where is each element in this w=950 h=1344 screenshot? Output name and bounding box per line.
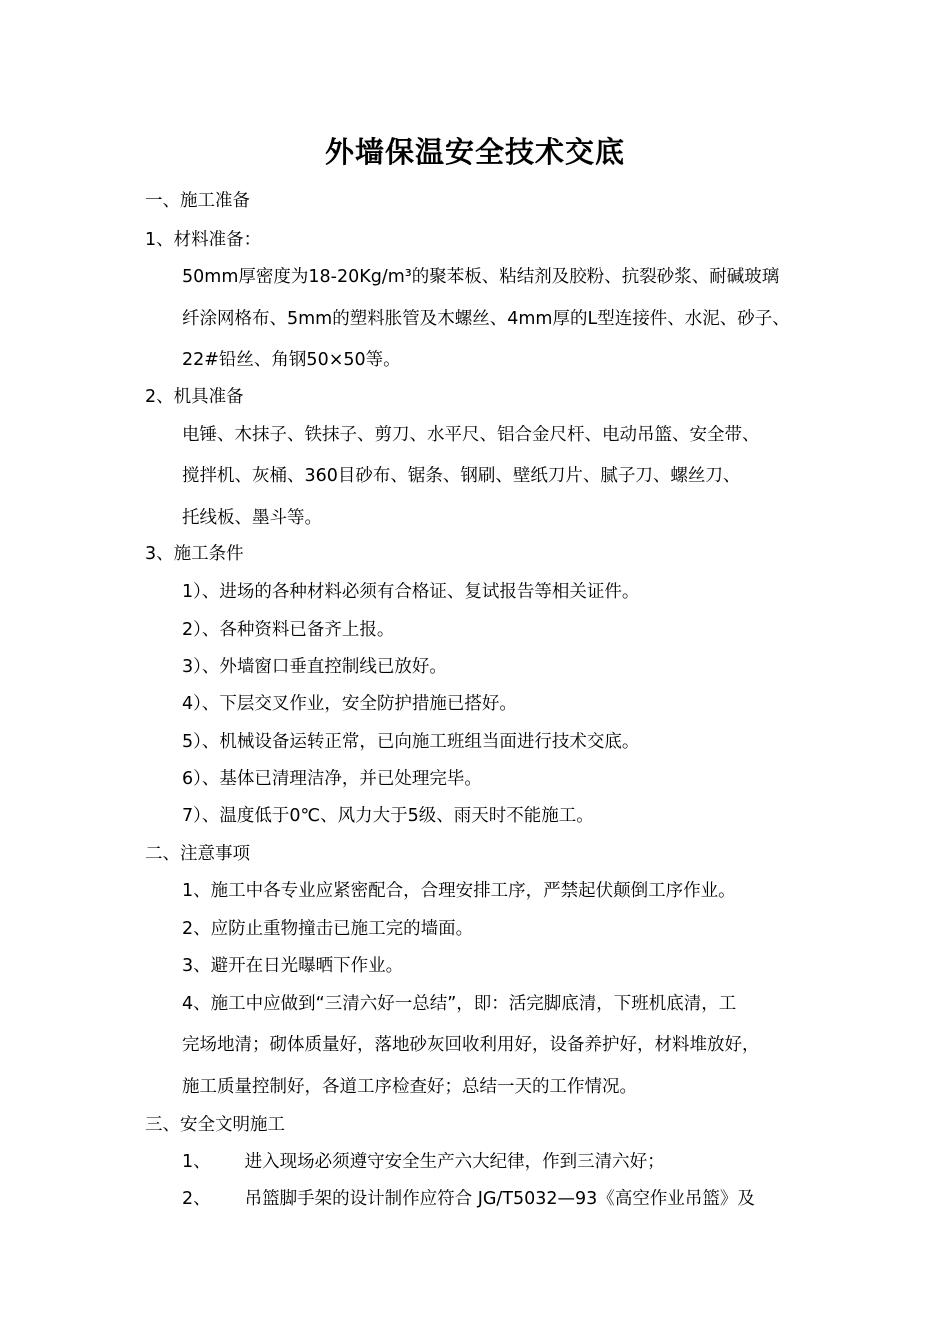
condition-item: 3）、外墙窗口垂直控制线已放好。 bbox=[182, 657, 447, 677]
safety-item bbox=[182, 1150, 665, 1174]
condition-item: 1）、进场的各种材料必须有合格证、复试报告等相关证件。 bbox=[182, 582, 640, 602]
notice-line: 3、避开在日光曝晒下作业。 bbox=[182, 956, 404, 976]
tools-line: 电锤、木抹子、铁抹子、剪刀、水平尺、铝合金尺杆、电动吊篮、安全带、 bbox=[182, 425, 760, 445]
notice-line: 施工质量控制好，各道工序检查好；总结一天的工作情况。 bbox=[182, 1077, 637, 1097]
notice-line: 完场地清；砌体质量好，落地砂灰回收利用好，设备养护好，材料堆放好， bbox=[182, 1035, 760, 1055]
safety-item-text: 进入现场必须遵守安全生产六大纪律，作到三清六好； bbox=[244, 1152, 665, 1172]
section-3-heading: 三、安全文明施工 bbox=[145, 1115, 285, 1135]
condition-item: 4）、下层交叉作业，安全防护措施已搭好。 bbox=[182, 694, 517, 714]
condition-item: 7）、温度低于0℃、风力大于5级、雨天时不能施工。 bbox=[182, 806, 594, 826]
condition-item: 5）、机械设备运转正常，已向施工班组当面进行技术交底。 bbox=[182, 732, 640, 752]
document-title: 外墙保温安全技术交底 bbox=[324, 135, 625, 169]
condition-item: 2）、各种资料已备齐上报。 bbox=[182, 620, 395, 640]
materials-line: 50mm厚密度为18-20Kg/m³的聚苯板、粘结剂及胶粉、抗裂砂浆、耐碱玻璃 bbox=[182, 267, 780, 287]
safety-item-number: 1、 bbox=[182, 1152, 211, 1172]
tools-line: 托线板、墨斗等。 bbox=[182, 508, 322, 528]
section-2-heading: 二、注意事项 bbox=[145, 844, 250, 864]
conditions-heading: 3、施工条件 bbox=[145, 544, 244, 564]
notice-line: 1、施工中各专业应紧密配合，合理安排工序，严禁起伏颠倒工序作业。 bbox=[182, 881, 736, 901]
notice-line: 2、应防止重物撞击已施工完的墙面。 bbox=[182, 919, 474, 939]
notice-line: 4、施工中应做到“三清六好一总结”，即：活完脚底清，下班机底清，工 bbox=[182, 994, 737, 1014]
section-1-heading: 一、施工准备 bbox=[145, 191, 250, 211]
materials-line: 纤涂网格布、5mm的塑料胀管及木螺丝、4mm厚的L型连接件、水泥、砂子、 bbox=[182, 309, 790, 329]
safety-item-number: 2、 bbox=[182, 1189, 211, 1209]
materials-line: 22#铅丝、角钢50×50等。 bbox=[182, 350, 401, 370]
tools-heading: 2、机具准备 bbox=[145, 387, 244, 407]
materials-heading: 1、材料准备： bbox=[145, 230, 262, 250]
safety-item-text: 吊篮脚手架的设计制作应符合 JG/T5032—93《高空作业吊篮》及 bbox=[244, 1189, 755, 1209]
tools-line: 搅拌机、灰桶、360目砂布、锯条、钢刷、壁纸刀片、腻子刀、螺丝刀、 bbox=[182, 466, 741, 486]
safety-item bbox=[182, 1187, 755, 1211]
condition-item: 6）、基体已清理洁净，并已处理完毕。 bbox=[182, 769, 482, 789]
